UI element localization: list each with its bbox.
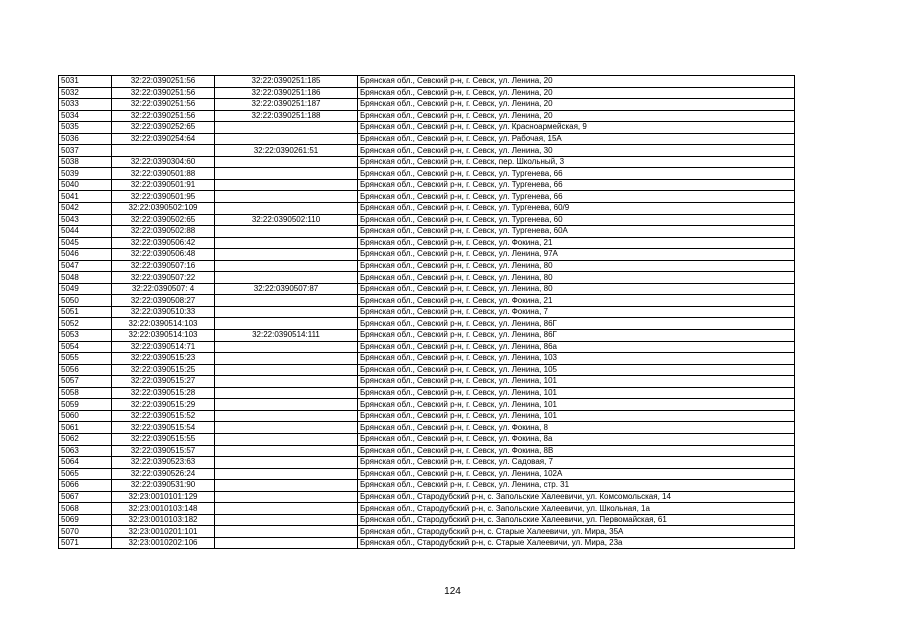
- table-row: [59, 214, 795, 226]
- object-cadastral-number-cell: 32:22:0390251:187: [215, 99, 358, 111]
- table-row: [59, 237, 795, 249]
- table-row: [59, 156, 795, 168]
- row-number-cell: 5047: [59, 260, 112, 272]
- object-cadastral-number-cell: 32:22:0390507:87: [215, 283, 358, 295]
- table-row: [59, 260, 795, 272]
- row-number-cell: 5071: [59, 537, 112, 549]
- address-cell: Брянская обл., Севский р-н, г. Севск, ул. Фокина, 8: [358, 422, 795, 434]
- row-number-cell: 5066: [59, 480, 112, 492]
- address-cell: Брянская обл., Севский р-н, г. Севск, ул. Ленина, 102А: [358, 468, 795, 480]
- address-cell: Брянская обл., Стародубский р-н, с. Запольские Халеевичи, ул. Первомайская, 61: [358, 514, 795, 526]
- row-number-cell: 5058: [59, 387, 112, 399]
- row-number-cell: 5038: [59, 156, 112, 168]
- address-cell: Брянская обл., Севский р-н, г. Севск, ул. Красноармейская, 9: [358, 122, 795, 134]
- object-cadastral-number-cell: [215, 156, 358, 168]
- address-cell: Брянская обл., Севский р-н, г. Севск, ул. Тургенева, 60: [358, 214, 795, 226]
- table-row: [59, 295, 795, 307]
- row-number-cell: 5033: [59, 99, 112, 111]
- object-cadastral-number-cell: [215, 457, 358, 469]
- row-number-cell: 5035: [59, 122, 112, 134]
- table-row: [59, 376, 795, 388]
- address-cell: Брянская обл., Стародубский р-н, с. Запольские Халеевичи, ул. Комсомольская, 14: [358, 491, 795, 503]
- parcel-cadastral-number-cell: 32:22:0390506:42: [112, 237, 215, 249]
- object-cadastral-number-cell: [215, 318, 358, 330]
- row-number-cell: 5052: [59, 318, 112, 330]
- object-cadastral-number-cell: [215, 272, 358, 284]
- row-number-cell: 5051: [59, 306, 112, 318]
- row-number-cell: 5061: [59, 422, 112, 434]
- address-cell: Брянская обл., Севский р-н, г. Севск, ул. Тургенева, 60/9: [358, 203, 795, 215]
- parcel-cadastral-number-cell: 32:22:0390251:56: [112, 110, 215, 122]
- table-row: [59, 99, 795, 111]
- row-number-cell: 5057: [59, 376, 112, 388]
- address-cell: Брянская обл., Стародубский р-н, с. Старые Халеевичи, ул. Мира, 35А: [358, 526, 795, 538]
- object-cadastral-number-cell: 32:22:0390261:51: [215, 145, 358, 157]
- object-cadastral-number-cell: [215, 237, 358, 249]
- address-cell: Брянская обл., Севский р-н, г. Севск, ул. Ленина, 20: [358, 99, 795, 111]
- parcel-cadastral-number-cell: 32:23:0010103:148: [112, 503, 215, 515]
- address-cell: Брянская обл., Севский р-н, г. Севск, ул. Ленина, стр. 31: [358, 480, 795, 492]
- table-row: [59, 168, 795, 180]
- object-cadastral-number-cell: 32:22:0390251:185: [215, 76, 358, 88]
- table-row: [59, 133, 795, 145]
- object-cadastral-number-cell: [215, 260, 358, 272]
- parcel-cadastral-number-cell: 32:22:0390502:88: [112, 226, 215, 238]
- table-row: [59, 422, 795, 434]
- table-row: [59, 306, 795, 318]
- parcel-cadastral-number-cell: 32:22:0390501:95: [112, 191, 215, 203]
- object-cadastral-number-cell: [215, 433, 358, 445]
- address-cell: Брянская обл., Севский р-н, г. Севск, ул. Фокина, 21: [358, 295, 795, 307]
- parcel-cadastral-number-cell: 32:22:0390515:55: [112, 433, 215, 445]
- parcel-cadastral-number-cell: 32:22:0390515:23: [112, 353, 215, 365]
- object-cadastral-number-cell: [215, 364, 358, 376]
- table-row: [59, 410, 795, 422]
- parcel-cadastral-number-cell: 32:23:0010101:129: [112, 491, 215, 503]
- address-cell: Брянская обл., Севский р-н, г. Севск, ул. Ленина, 101: [358, 387, 795, 399]
- object-cadastral-number-cell: [215, 399, 358, 411]
- parcel-cadastral-number-cell: 32:22:0390502:109: [112, 203, 215, 215]
- object-cadastral-number-cell: [215, 445, 358, 457]
- row-number-cell: 5050: [59, 295, 112, 307]
- table-row: [59, 191, 795, 203]
- parcel-cadastral-number-cell: 32:22:0390515:25: [112, 364, 215, 376]
- row-number-cell: 5031: [59, 76, 112, 88]
- object-cadastral-number-cell: [215, 191, 358, 203]
- registry-table: [58, 75, 795, 549]
- object-cadastral-number-cell: [215, 353, 358, 365]
- address-cell: Брянская обл., Севский р-н, г. Севск, ул. Ленина, 103: [358, 353, 795, 365]
- object-cadastral-number-cell: [215, 306, 358, 318]
- address-cell: Брянская обл., Севский р-н, г. Севск, ул. Ленина, 86Г: [358, 330, 795, 342]
- parcel-cadastral-number-cell: 32:22:0390531:90: [112, 480, 215, 492]
- address-cell: Брянская обл., Севский р-н, г. Севск, ул. Ленина, 20: [358, 76, 795, 88]
- table-row: [59, 537, 795, 549]
- address-cell: Брянская обл., Севский р-н, г. Севск, ул. Тургенева, 60А: [358, 226, 795, 238]
- table-row: [59, 480, 795, 492]
- row-number-cell: 5048: [59, 272, 112, 284]
- address-cell: Брянская обл., Севский р-н, г. Севск, ул. Рабочая, 15А: [358, 133, 795, 145]
- parcel-cadastral-number-cell: 32:22:0390523:63: [112, 457, 215, 469]
- table-row: [59, 457, 795, 469]
- row-number-cell: 5032: [59, 87, 112, 99]
- object-cadastral-number-cell: [215, 503, 358, 515]
- address-cell: Брянская обл., Севский р-н, г. Севск, ул. Ленина, 20: [358, 87, 795, 99]
- row-number-cell: 5056: [59, 364, 112, 376]
- parcel-cadastral-number-cell: 32:22:0390501:91: [112, 179, 215, 191]
- object-cadastral-number-cell: [215, 341, 358, 353]
- object-cadastral-number-cell: [215, 526, 358, 538]
- table-row: [59, 318, 795, 330]
- object-cadastral-number-cell: 32:22:0390251:186: [215, 87, 358, 99]
- row-number-cell: 5042: [59, 203, 112, 215]
- row-number-cell: 5059: [59, 399, 112, 411]
- table-row: [59, 226, 795, 238]
- table-row: [59, 341, 795, 353]
- address-cell: Брянская обл., Стародубский р-н, с. Запольские Халеевичи, ул. Школьная, 1а: [358, 503, 795, 515]
- address-cell: Брянская обл., Севский р-н, г. Севск, пер. Школьный, 3: [358, 156, 795, 168]
- address-cell: Брянская обл., Севский р-н, г. Севск, ул. Ленина, 101: [358, 410, 795, 422]
- parcel-cadastral-number-cell: 32:22:0390254:64: [112, 133, 215, 145]
- address-cell: Брянская обл., Севский р-н, г. Севск, ул. Фокина, 7: [358, 306, 795, 318]
- object-cadastral-number-cell: 32:22:0390502:110: [215, 214, 358, 226]
- row-number-cell: 5063: [59, 445, 112, 457]
- object-cadastral-number-cell: [215, 514, 358, 526]
- parcel-cadastral-number-cell: 32:23:0010201:101: [112, 526, 215, 538]
- address-cell: Брянская обл., Севский р-н, г. Севск, ул. Тургенева, 66: [358, 179, 795, 191]
- row-number-cell: 5037: [59, 145, 112, 157]
- address-cell: Брянская обл., Севский р-н, г. Севск, ул. Фокина, 8В: [358, 445, 795, 457]
- parcel-cadastral-number-cell: 32:22:0390510:33: [112, 306, 215, 318]
- row-number-cell: 5053: [59, 330, 112, 342]
- parcel-cadastral-number-cell: 32:23:0010103:182: [112, 514, 215, 526]
- address-cell: Брянская обл., Севский р-н, г. Севск, ул. Ленина, 101: [358, 376, 795, 388]
- parcel-cadastral-number-cell: 32:22:0390515:52: [112, 410, 215, 422]
- table-row: [59, 122, 795, 134]
- table-row: [59, 468, 795, 480]
- parcel-cadastral-number-cell: 32:22:0390507: 4: [112, 283, 215, 295]
- parcel-cadastral-number-cell: 32:22:0390515:57: [112, 445, 215, 457]
- parcel-cadastral-number-cell: 32:22:0390506:48: [112, 249, 215, 261]
- parcel-cadastral-number-cell: 32:23:0010202:106: [112, 537, 215, 549]
- row-number-cell: 5043: [59, 214, 112, 226]
- row-number-cell: 5040: [59, 179, 112, 191]
- address-cell: Брянская обл., Севский р-н, г. Севск, ул. Ленина, 86а: [358, 341, 795, 353]
- object-cadastral-number-cell: [215, 376, 358, 388]
- object-cadastral-number-cell: [215, 133, 358, 145]
- table-row: [59, 110, 795, 122]
- parcel-cadastral-number-cell: 32:22:0390507:16: [112, 260, 215, 272]
- row-number-cell: 5041: [59, 191, 112, 203]
- table-row: [59, 526, 795, 538]
- row-number-cell: 5034: [59, 110, 112, 122]
- table-row: [59, 179, 795, 191]
- object-cadastral-number-cell: [215, 203, 358, 215]
- table-row: [59, 433, 795, 445]
- table-row: [59, 145, 795, 157]
- row-number-cell: 5036: [59, 133, 112, 145]
- address-cell: Брянская обл., Севский р-н, г. Севск, ул. Тургенева, 66: [358, 191, 795, 203]
- table-row: [59, 76, 795, 88]
- parcel-cadastral-number-cell: 32:22:0390515:54: [112, 422, 215, 434]
- address-cell: Брянская обл., Севский р-н, г. Севск, ул. Ленина, 80: [358, 272, 795, 284]
- table-row: [59, 364, 795, 376]
- row-number-cell: 5068: [59, 503, 112, 515]
- address-cell: Брянская обл., Севский р-н, г. Севск, ул. Ленина, 20: [358, 110, 795, 122]
- address-cell: Брянская обл., Севский р-н, г. Севск, ул. Фокина, 21: [358, 237, 795, 249]
- parcel-cadastral-number-cell: 32:22:0390251:56: [112, 76, 215, 88]
- page-number: 124: [444, 586, 461, 597]
- parcel-cadastral-number-cell: 32:22:0390514:103: [112, 330, 215, 342]
- table-row: [59, 503, 795, 515]
- parcel-cadastral-number-cell: 32:22:0390515:29: [112, 399, 215, 411]
- table-row: [59, 445, 795, 457]
- row-number-cell: 5044: [59, 226, 112, 238]
- row-number-cell: 5060: [59, 410, 112, 422]
- parcel-cadastral-number-cell: 32:22:0390526:24: [112, 468, 215, 480]
- object-cadastral-number-cell: [215, 491, 358, 503]
- parcel-cadastral-number-cell: 32:22:0390251:56: [112, 87, 215, 99]
- address-cell: Брянская обл., Севский р-н, г. Севск, ул. Ленина, 86Г: [358, 318, 795, 330]
- address-cell: Брянская обл., Севский р-н, г. Севск, ул. Ленина, 30: [358, 145, 795, 157]
- table-row: [59, 353, 795, 365]
- address-cell: Брянская обл., Севский р-н, г. Севск, ул. Тургенева, 66: [358, 168, 795, 180]
- object-cadastral-number-cell: [215, 468, 358, 480]
- row-number-cell: 5055: [59, 353, 112, 365]
- address-cell: Брянская обл., Севский р-н, г. Севск, ул. Ленина, 105: [358, 364, 795, 376]
- table-row: [59, 330, 795, 342]
- table-row: [59, 514, 795, 526]
- table-row: [59, 283, 795, 295]
- object-cadastral-number-cell: [215, 387, 358, 399]
- address-cell: Брянская обл., Севский р-н, г. Севск, ул. Ленина, 97А: [358, 249, 795, 261]
- object-cadastral-number-cell: [215, 168, 358, 180]
- parcel-cadastral-number-cell: 32:22:0390252:65: [112, 122, 215, 134]
- address-cell: Брянская обл., Севский р-н, г. Севск, ул. Садовая, 7: [358, 457, 795, 469]
- table-row: [59, 203, 795, 215]
- parcel-cadastral-number-cell: 32:22:0390508:27: [112, 295, 215, 307]
- row-number-cell: 5065: [59, 468, 112, 480]
- parcel-cadastral-number-cell: 32:22:0390502:65: [112, 214, 215, 226]
- row-number-cell: 5039: [59, 168, 112, 180]
- object-cadastral-number-cell: [215, 422, 358, 434]
- address-cell: Брянская обл., Севский р-н, г. Севск, ул. Ленина, 80: [358, 283, 795, 295]
- table-row: [59, 491, 795, 503]
- row-number-cell: 5070: [59, 526, 112, 538]
- object-cadastral-number-cell: [215, 179, 358, 191]
- parcel-cadastral-number-cell: 32:22:0390514:71: [112, 341, 215, 353]
- parcel-cadastral-number-cell: 32:22:0390304:60: [112, 156, 215, 168]
- row-number-cell: 5067: [59, 491, 112, 503]
- object-cadastral-number-cell: [215, 122, 358, 134]
- parcel-cadastral-number-cell: 32:22:0390515:27: [112, 376, 215, 388]
- table-row: [59, 249, 795, 261]
- address-cell: Брянская обл., Стародубский р-н, с. Старые Халеевичи, ул. Мира, 23а: [358, 537, 795, 549]
- parcel-cadastral-number-cell: 32:22:0390514:103: [112, 318, 215, 330]
- row-number-cell: 5045: [59, 237, 112, 249]
- object-cadastral-number-cell: 32:22:0390514:111: [215, 330, 358, 342]
- address-cell: Брянская обл., Севский р-н, г. Севск, ул. Ленина, 80: [358, 260, 795, 272]
- parcel-cadastral-number-cell: 32:22:0390501:88: [112, 168, 215, 180]
- object-cadastral-number-cell: [215, 249, 358, 261]
- object-cadastral-number-cell: 32:22:0390251:188: [215, 110, 358, 122]
- row-number-cell: 5069: [59, 514, 112, 526]
- parcel-cadastral-number-cell: 32:22:0390515:28: [112, 387, 215, 399]
- table-row: [59, 272, 795, 284]
- row-number-cell: 5049: [59, 283, 112, 295]
- object-cadastral-number-cell: [215, 410, 358, 422]
- table-row: [59, 387, 795, 399]
- table-row: [59, 399, 795, 411]
- object-cadastral-number-cell: [215, 295, 358, 307]
- object-cadastral-number-cell: [215, 226, 358, 238]
- row-number-cell: 5054: [59, 341, 112, 353]
- row-number-cell: 5046: [59, 249, 112, 261]
- address-cell: Брянская обл., Севский р-н, г. Севск, ул. Фокина, 8а: [358, 433, 795, 445]
- table-row: [59, 87, 795, 99]
- registry-table-body: [59, 76, 795, 549]
- parcel-cadastral-number-cell: 32:22:0390251:56: [112, 99, 215, 111]
- row-number-cell: 5064: [59, 457, 112, 469]
- row-number-cell: 5062: [59, 433, 112, 445]
- address-cell: Брянская обл., Севский р-н, г. Севск, ул. Ленина, 101: [358, 399, 795, 411]
- parcel-cadastral-number-cell: [112, 145, 215, 157]
- parcel-cadastral-number-cell: 32:22:0390507:22: [112, 272, 215, 284]
- object-cadastral-number-cell: [215, 480, 358, 492]
- object-cadastral-number-cell: [215, 537, 358, 549]
